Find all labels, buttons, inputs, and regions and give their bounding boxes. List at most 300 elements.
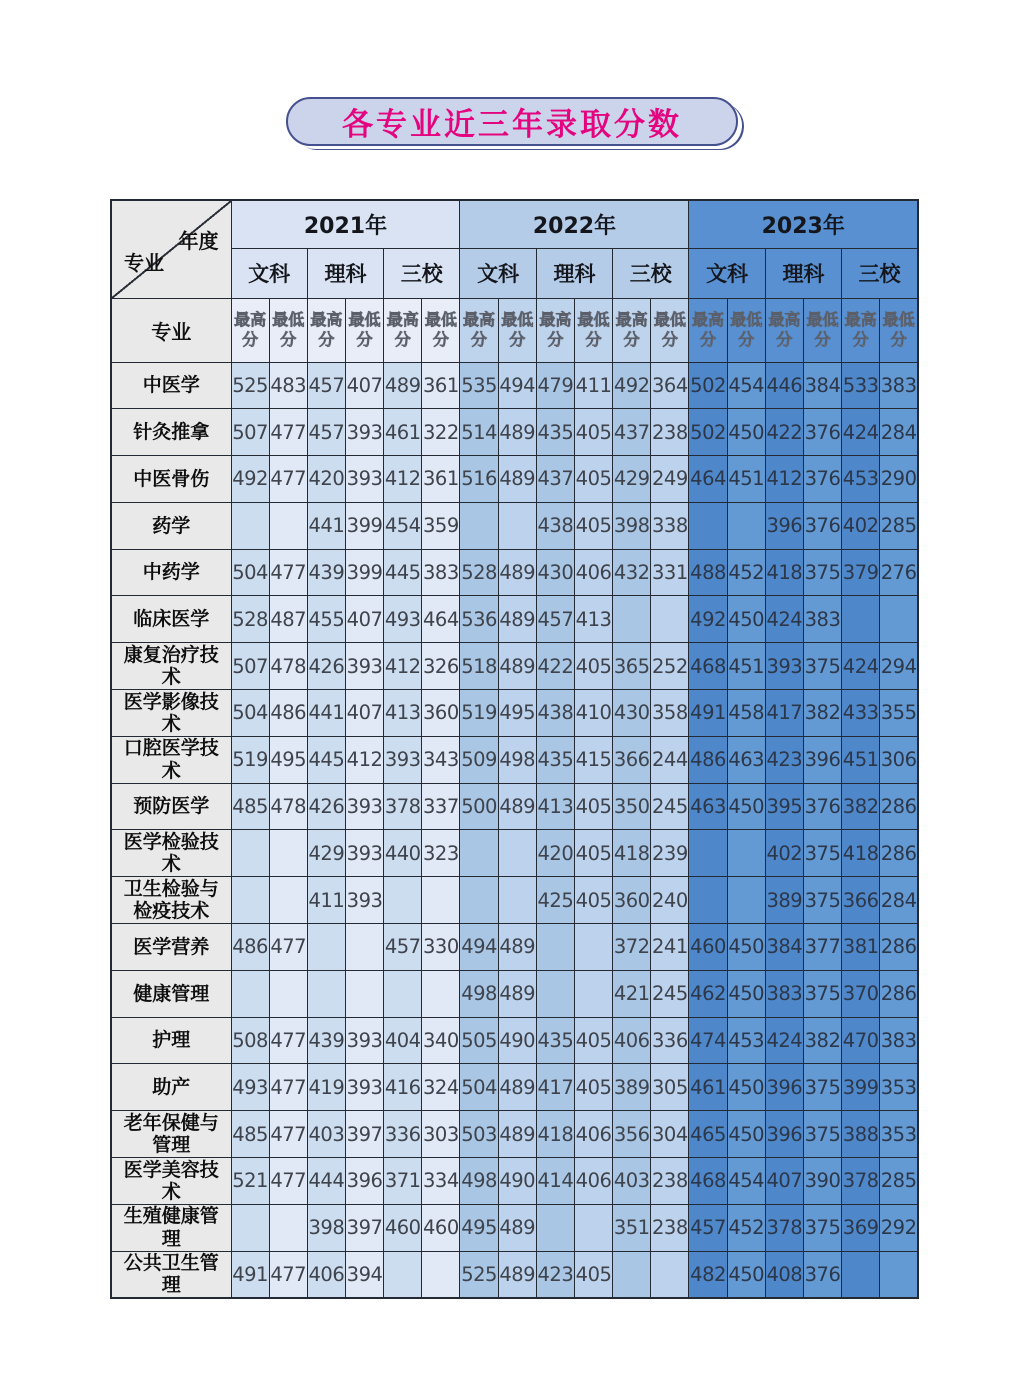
score-cell: 383 [422,549,460,596]
table-row [111,690,918,737]
table-row [111,1251,918,1298]
score-cell: 468 [689,1158,727,1205]
score-cell [842,596,880,643]
score-cell: 518 [460,643,498,690]
major-name: 口腔医学技术 [111,736,231,783]
score-cell: 286 [880,783,918,830]
score-cell: 487 [269,596,307,643]
score-cell: 355 [880,690,918,737]
score-cell: 286 [880,970,918,1017]
max-score-header: 最高分 [536,298,574,362]
score-cell: 396 [765,502,803,549]
score-cell: 415 [574,736,612,783]
table-row [111,1064,918,1111]
score-cell: 239 [651,830,689,877]
score-cell [498,502,536,549]
score-cell: 455 [307,596,345,643]
score-cell: 489 [498,1064,536,1111]
score-cell: 286 [880,830,918,877]
score-cell: 402 [842,502,880,549]
score-cell: 425 [536,877,574,924]
score-cell: 486 [269,690,307,737]
score-cell: 376 [803,502,841,549]
score-cell: 430 [613,690,651,737]
score-cell: 336 [651,1017,689,1064]
table-row [111,1017,918,1064]
score-cell: 528 [231,596,269,643]
score-cell: 453 [727,1017,765,1064]
score-cell: 284 [880,409,918,456]
score-cell: 403 [307,1111,345,1158]
score-cell: 405 [574,783,612,830]
score-cell [842,1251,880,1298]
score-cell: 440 [384,830,422,877]
score-cell: 353 [880,1111,918,1158]
score-cell: 528 [460,549,498,596]
score-cell: 454 [384,502,422,549]
score-cell: 424 [765,1017,803,1064]
major-name: 中医学 [111,362,231,409]
score-cell: 426 [307,643,345,690]
score-cell: 468 [689,643,727,690]
score-cell: 504 [231,690,269,737]
score-cell [307,970,345,1017]
score-cell: 493 [384,596,422,643]
table-row [111,970,918,1017]
score-cell: 450 [727,1064,765,1111]
score-cell: 477 [269,549,307,596]
score-cell: 492 [689,596,727,643]
score-cell: 489 [498,1204,536,1251]
score-cell: 450 [727,1251,765,1298]
score-cell: 494 [460,924,498,971]
score-cell [269,1204,307,1251]
page-title: 各专业近三年录取分数 [342,107,682,143]
score-cell: 331 [651,549,689,596]
score-cell: 420 [307,456,345,503]
table-body [111,362,918,1298]
score-cell: 393 [345,783,383,830]
score-cell: 450 [727,1111,765,1158]
score-cell: 450 [727,596,765,643]
score-cell: 416 [384,1064,422,1111]
score-cell: 477 [269,924,307,971]
score-cell: 396 [803,736,841,783]
max-score-header: 最高分 [613,298,651,362]
score-cell: 396 [345,1158,383,1205]
score-cell: 402 [765,830,803,877]
score-cell: 350 [613,783,651,830]
score-cell: 397 [345,1111,383,1158]
score-cell [651,1251,689,1298]
score-cell: 477 [269,1017,307,1064]
score-cell: 458 [727,690,765,737]
score-cell: 461 [689,1064,727,1111]
score-cell: 393 [345,830,383,877]
score-cell: 384 [803,362,841,409]
score-cell: 286 [880,924,918,971]
score-cell [269,830,307,877]
score-cell [460,877,498,924]
score-cell: 375 [803,970,841,1017]
table-row [111,924,918,971]
score-cell: 454 [727,362,765,409]
score-cell: 395 [765,783,803,830]
score-cell: 422 [536,643,574,690]
score-cell: 486 [689,736,727,783]
score-cell: 450 [727,409,765,456]
score-cell: 419 [307,1064,345,1111]
score-cell: 290 [880,456,918,503]
score-cell: 505 [460,1017,498,1064]
score-cell: 462 [689,970,727,1017]
score-cell: 490 [498,1017,536,1064]
score-cell [498,877,536,924]
major-name: 生殖健康管理 [111,1204,231,1251]
score-cell: 482 [689,1251,727,1298]
score-cell: 406 [307,1251,345,1298]
score-cell: 439 [307,549,345,596]
score-cell: 439 [307,1017,345,1064]
score-cell: 495 [269,736,307,783]
score-cell: 493 [231,1064,269,1111]
score-cell: 536 [460,596,498,643]
score-cell: 414 [536,1158,574,1205]
score-cell [384,1251,422,1298]
max-score-header: 最高分 [842,298,880,362]
score-cell: 405 [574,1251,612,1298]
score-cell: 441 [307,502,345,549]
score-cell: 418 [613,830,651,877]
score-cell: 405 [574,877,612,924]
score-cell: 403 [613,1158,651,1205]
score-cell: 411 [307,877,345,924]
score-cell: 516 [460,456,498,503]
score-cell: 337 [422,783,460,830]
score-cell: 503 [460,1111,498,1158]
score-cell: 435 [536,1017,574,1064]
score-cell: 356 [613,1111,651,1158]
score-cell: 413 [574,596,612,643]
score-cell: 375 [803,1204,841,1251]
corner-label-year: 年度 [178,229,219,253]
table-row [111,362,918,409]
score-cell: 375 [803,549,841,596]
score-cell: 489 [498,970,536,1017]
score-cell: 424 [765,596,803,643]
track-header-row [111,248,918,298]
score-cell: 452 [727,1204,765,1251]
score-cell: 489 [498,456,536,503]
score-cell: 424 [842,409,880,456]
track-sanxiao-2023: 三校 [842,248,918,298]
score-cell: 323 [422,830,460,877]
score-cell: 398 [307,1204,345,1251]
score-cell: 478 [269,783,307,830]
major-name: 护理 [111,1017,231,1064]
score-cell: 238 [651,409,689,456]
score-cell: 444 [307,1158,345,1205]
score-cell: 438 [536,502,574,549]
score-cell: 370 [842,970,880,1017]
score-cell: 478 [269,643,307,690]
score-cell: 378 [765,1204,803,1251]
major-name: 康复治疗技术 [111,643,231,690]
score-cell: 396 [765,1064,803,1111]
score-cell: 429 [613,456,651,503]
score-cell: 405 [574,643,612,690]
score-cell: 399 [842,1064,880,1111]
score-cell: 408 [765,1251,803,1298]
score-cell: 504 [460,1064,498,1111]
table-row [111,549,918,596]
major-name: 中药学 [111,549,231,596]
score-cell: 445 [384,549,422,596]
year-2022-header: 2022年 [460,200,689,248]
score-cell: 405 [574,1017,612,1064]
score-cell: 375 [803,643,841,690]
score-cell: 452 [727,549,765,596]
score-cell: 306 [880,736,918,783]
score-cell: 417 [765,690,803,737]
score-cell: 470 [842,1017,880,1064]
max-score-header: 最高分 [231,298,269,362]
score-cell: 383 [803,596,841,643]
score-cell: 413 [384,690,422,737]
score-cell: 453 [842,456,880,503]
score-cell [689,502,727,549]
score-cell: 361 [422,362,460,409]
score-cell: 485 [231,783,269,830]
score-cell [880,1251,918,1298]
score-cell [231,502,269,549]
table-row [111,456,918,503]
admission-scores-table [110,199,919,1299]
major-name: 医学营养 [111,924,231,971]
table-row [111,596,918,643]
score-cell: 433 [842,690,880,737]
score-cell: 364 [651,362,689,409]
score-cell: 388 [842,1111,880,1158]
score-cell: 240 [651,877,689,924]
score-cell: 461 [384,409,422,456]
table-row [111,1158,918,1205]
major-name: 药学 [111,502,231,549]
major-name: 中医骨伤 [111,456,231,503]
score-cell: 489 [498,549,536,596]
score-cell: 390 [803,1158,841,1205]
score-cell [231,970,269,1017]
score-cell: 519 [460,690,498,737]
score-cell: 292 [880,1204,918,1251]
major-name: 公共卫生管理 [111,1251,231,1298]
score-cell: 412 [765,456,803,503]
score-cell: 535 [460,362,498,409]
score-cell [460,830,498,877]
score-cell: 450 [727,783,765,830]
score-cell: 432 [613,549,651,596]
score-cell: 304 [651,1111,689,1158]
score-cell: 477 [269,1064,307,1111]
score-cell: 451 [842,736,880,783]
score-cell: 413 [536,783,574,830]
score-cell: 379 [842,549,880,596]
score-cell: 424 [842,643,880,690]
score-cell [574,1204,612,1251]
score-cell: 376 [803,409,841,456]
table-row [111,783,918,830]
score-cell: 460 [689,924,727,971]
score-cell [727,502,765,549]
score-cell: 393 [384,736,422,783]
score-cell: 483 [269,362,307,409]
table-row [111,1204,918,1251]
score-cell: 371 [384,1158,422,1205]
score-cell: 477 [269,456,307,503]
score-cell: 393 [345,409,383,456]
score-cell: 490 [498,1158,536,1205]
score-cell: 393 [345,643,383,690]
score-cell: 514 [460,409,498,456]
score-cell [574,970,612,1017]
score-cell: 457 [536,596,574,643]
score-cell: 276 [880,549,918,596]
max-score-header: 最高分 [307,298,345,362]
score-cell: 404 [384,1017,422,1064]
score-cell: 338 [651,502,689,549]
major-name: 针灸推拿 [111,409,231,456]
score-cell: 334 [422,1158,460,1205]
score-cell: 437 [613,409,651,456]
score-cell: 437 [536,456,574,503]
max-score-header: 最高分 [765,298,803,362]
score-cell: 460 [384,1204,422,1251]
score-cell: 303 [422,1111,460,1158]
year-header-row [111,200,918,248]
title-banner [286,97,738,146]
score-cell: 502 [689,409,727,456]
score-cell: 375 [803,1064,841,1111]
score-cell: 418 [842,830,880,877]
track-sanxiao-2021: 三校 [384,248,460,298]
score-cell: 457 [384,924,422,971]
score-cell: 351 [613,1204,651,1251]
score-cell: 417 [536,1064,574,1111]
table-row [111,1111,918,1158]
score-cell: 498 [460,1158,498,1205]
table-row [111,643,918,690]
score-cell: 412 [384,456,422,503]
min-score-header: 最低分 [803,298,841,362]
major-name: 医学美容技术 [111,1158,231,1205]
score-cell [384,970,422,1017]
score-cell: 393 [345,1017,383,1064]
score-cell: 369 [842,1204,880,1251]
score-cell: 411 [574,362,612,409]
score-header-row [111,298,918,362]
score-cell: 358 [651,690,689,737]
score-cell: 477 [269,409,307,456]
score-cell: 465 [689,1111,727,1158]
major-name: 医学检验技术 [111,830,231,877]
score-cell: 489 [498,1251,536,1298]
score-cell [231,877,269,924]
score-cell: 463 [689,783,727,830]
track-wenke-2021: 文科 [231,248,307,298]
score-cell: 366 [842,877,880,924]
score-cell: 360 [613,877,651,924]
score-cell: 389 [765,877,803,924]
score-cell: 422 [765,409,803,456]
max-score-header: 最高分 [460,298,498,362]
score-cell [269,502,307,549]
score-cell: 393 [345,1064,383,1111]
major-name: 临床医学 [111,596,231,643]
score-cell: 384 [765,924,803,971]
score-cell: 502 [689,362,727,409]
table-row [111,502,918,549]
corner-label-major: 专业 [124,250,164,275]
score-cell: 498 [460,970,498,1017]
score-cell: 498 [498,736,536,783]
score-cell: 423 [536,1251,574,1298]
score-cell: 285 [880,502,918,549]
score-cell: 430 [536,549,574,596]
score-cell: 495 [460,1204,498,1251]
score-cell: 463 [727,736,765,783]
score-cell: 446 [765,362,803,409]
score-cell: 399 [345,549,383,596]
score-cell: 407 [345,362,383,409]
table-row [111,830,918,877]
score-cell: 399 [345,502,383,549]
year-2021-header: 2021年 [231,200,460,248]
min-score-header: 最低分 [269,298,307,362]
score-cell: 429 [307,830,345,877]
max-score-header: 最高分 [689,298,727,362]
table-row [111,409,918,456]
score-cell: 405 [574,502,612,549]
score-cell: 252 [651,643,689,690]
score-cell: 305 [651,1064,689,1111]
score-cell: 393 [345,456,383,503]
score-cell: 361 [422,456,460,503]
score-cell: 340 [422,1017,460,1064]
score-cell: 485 [231,1111,269,1158]
score-cell: 396 [765,1111,803,1158]
score-cell [613,1251,651,1298]
score-cell: 406 [574,1158,612,1205]
score-cell: 245 [651,783,689,830]
track-like-2021: 理科 [307,248,383,298]
score-cell: 412 [384,643,422,690]
score-cell: 377 [803,924,841,971]
score-cell: 519 [231,736,269,783]
score-cell [345,970,383,1017]
score-cell: 474 [689,1017,727,1064]
score-cell: 508 [231,1017,269,1064]
score-cell: 238 [651,1158,689,1205]
score-cell: 460 [422,1204,460,1251]
score-cell: 489 [498,1111,536,1158]
score-cell [345,924,383,971]
score-cell [689,830,727,877]
score-cell: 383 [765,970,803,1017]
score-cell: 420 [536,830,574,877]
score-cell: 322 [422,409,460,456]
major-name: 预防医学 [111,783,231,830]
score-cell [727,877,765,924]
